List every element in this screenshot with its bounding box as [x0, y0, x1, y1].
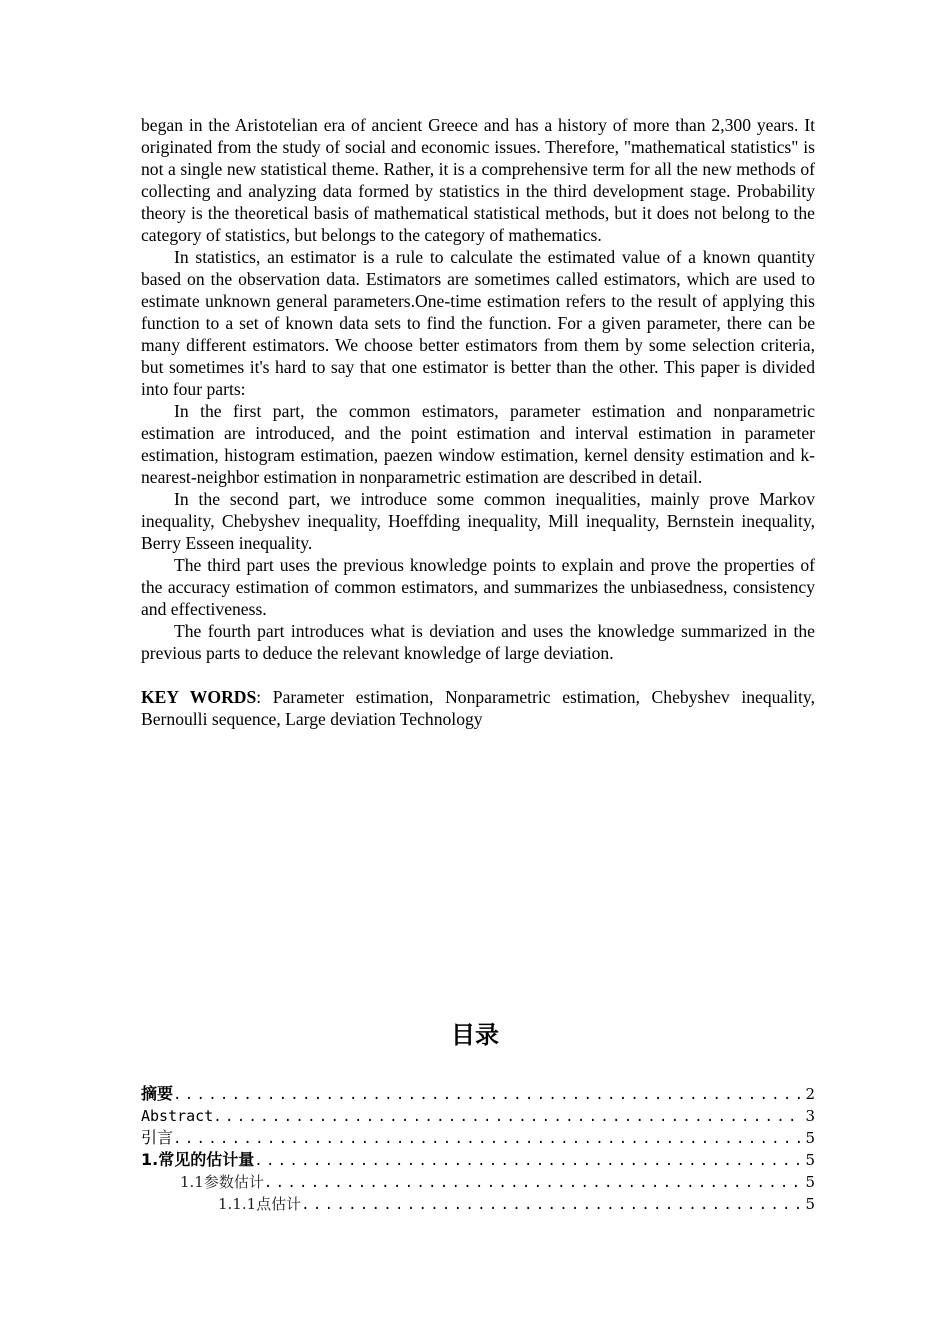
toc-page-number: 5 [805, 1151, 815, 1169]
toc-leader-dots [301, 1194, 803, 1216]
toc-entry-section-1-1-1[interactable] [141, 1193, 815, 1215]
toc-entry-label: 1.1.1点估计 [218, 1195, 302, 1213]
toc-entry-abstract[interactable] [141, 1105, 815, 1127]
toc-entry-label: 1.常见的估计量 [141, 1150, 255, 1169]
toc-page-number: 3 [805, 1107, 815, 1125]
toc-leader-dots [173, 1084, 803, 1106]
toc-leader-dots [213, 1106, 803, 1128]
toc-leader-dots [173, 1128, 803, 1150]
keywords-separator: : [256, 687, 273, 707]
abstract-section [141, 114, 815, 730]
toc-page-number: 5 [805, 1195, 815, 1213]
table-of-contents [141, 1083, 815, 1215]
toc-entry-label: 摘要 [141, 1084, 174, 1103]
toc-leader-dots [264, 1172, 804, 1194]
toc-entry-chapter-1[interactable] [141, 1149, 815, 1171]
abstract-paragraph-4: In the second part, we introduce some common inequalities, mainly prove Markov inequality, Chebyshev inequality, Hoeffding inequality, Mill inequality, Bernstein inequality, Berry Esseen inequality. [141, 489, 815, 553]
toc-entry-abstract-cn[interactable] [141, 1083, 815, 1105]
keywords-line [141, 686, 815, 730]
toc-entry-label: 1.1参数估计 [180, 1173, 264, 1191]
toc-page-number: 2 [805, 1085, 815, 1103]
keywords-label: KEY WORDS [141, 687, 257, 707]
abstract-paragraph-2: In statistics, an estimator is a rule to calculate the estimated value of a known quantity based on the observation data. Estimators are sometimes called estimators, which are used to estimate unknown general parameters.One-time estimation refers to the result of applying this function to a set of known data sets to find the function. For a given parameter, there can be many different estimators. We choose better estimators from them by some selection criteria, but sometimes it's hard to say that one estimator is better than the other. This paper is divided into four parts: [141, 247, 815, 399]
keywords-list: Parameter estimation, Nonparametric estimation, Chebyshev inequality, Bernoulli sequence, Large deviation Technology [141, 687, 815, 729]
toc-title: 目录 [451, 1021, 499, 1049]
abstract-paragraph-5: The third part uses the previous knowledge points to explain and prove the properties of the accuracy estimation of common estimators, and summarizes the unbiasedness, consistency and effectiveness. [141, 555, 815, 619]
toc-page-number: 5 [805, 1129, 815, 1147]
abstract-paragraph-3: In the first part, the common estimators, parameter estimation and nonparametric estimation are introduced, and the point estimation and interval estimation in parameter estimation, histogram estimation, paezen window estimation, kernel density estimation and k-nearest-neighbor estimation in nonparametric estimation are described in detail. [141, 401, 815, 487]
toc-page-number: 5 [805, 1173, 815, 1191]
toc-entry-label: Abstract [141, 1107, 214, 1125]
toc-entry-label: 引言 [141, 1128, 174, 1147]
toc-entry-section-1-1[interactable] [141, 1171, 815, 1193]
abstract-paragraph-6: The fourth part introduces what is deviation and uses the knowledge summarized in the previous parts to deduce the relevant knowledge of large deviation. [141, 621, 815, 663]
abstract-paragraph-1: began in the Aristotelian era of ancient Greece and has a history of more than 2,300 years. It originated from the study of social and economic issues. Therefore, "mathematical statistics" is not a single new statistical theme. Rather, it is a comprehensive term for all the new methods of collecting and analyzing data formed by statistics in the third development stage. Probability theory is the theoretical basis of mathematical statistical methods, but it does not belong to the category of statistics, but belongs to the category of mathematics. [141, 115, 815, 245]
toc-entry-introduction[interactable] [141, 1127, 815, 1149]
toc-leader-dots [254, 1150, 803, 1172]
